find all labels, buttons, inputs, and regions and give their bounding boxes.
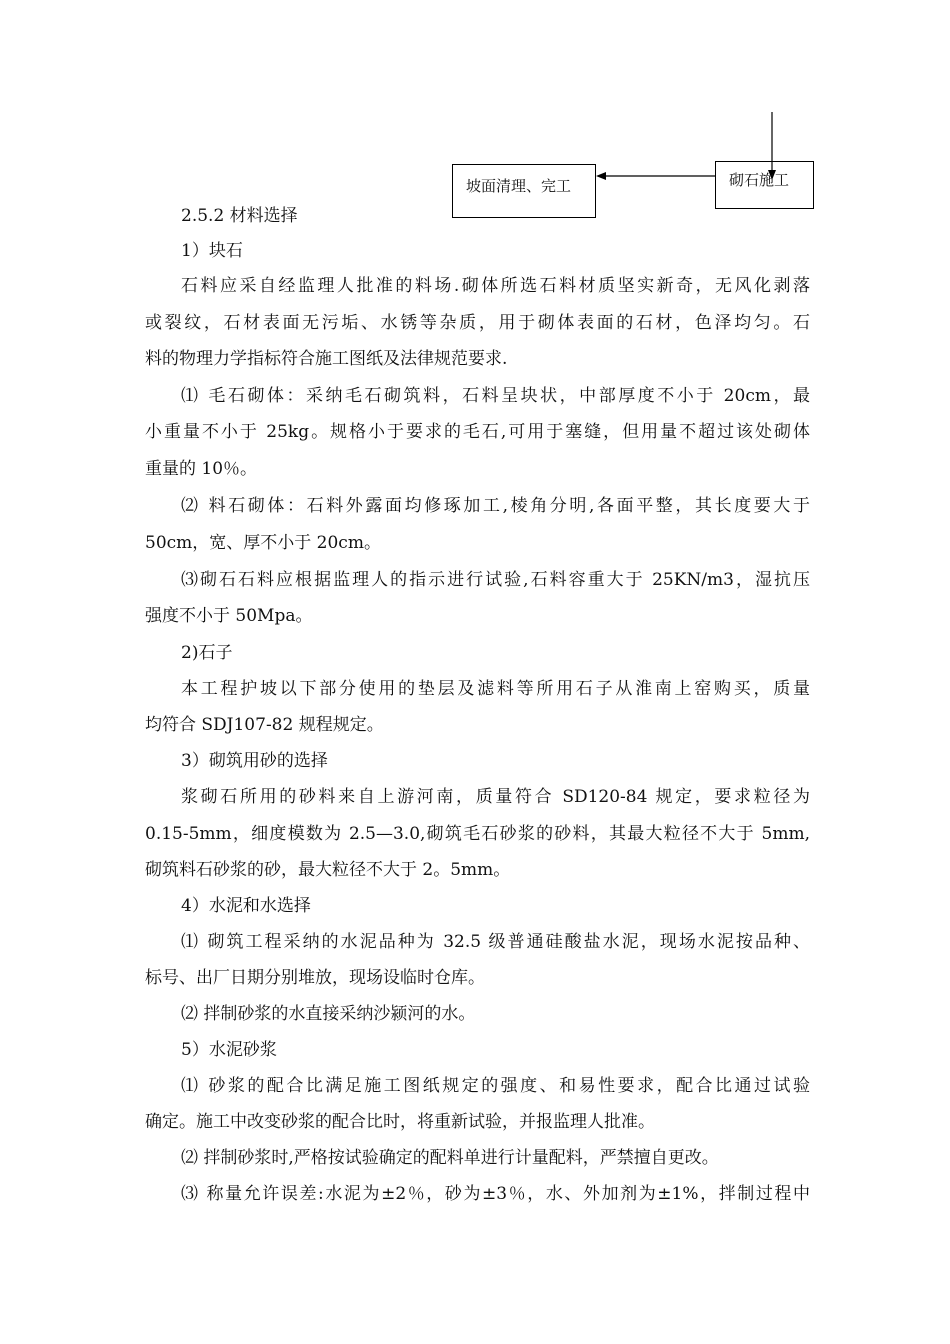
paragraph-line: 均符合 SDJ107-82 规程规定。 xyxy=(145,715,384,735)
paragraph-line: 2.5.2 材料选择 xyxy=(181,206,298,226)
paragraph-line: 50cm，宽、厚不小于 20cm。 xyxy=(145,533,381,553)
paragraph-line: 或裂纹，石材表面无污垢、水锈等杂质，用于砌体表面的石材，色泽均匀。石 xyxy=(145,313,810,333)
paragraph-line: 2)石子 xyxy=(181,643,233,663)
paragraph-line: 确定。施工中改变砂浆的配合比时，将重新试验，并报监理人批准。 xyxy=(145,1112,655,1132)
paragraph-line: 小重量不小于 25kg。规格小于要求的毛石,可用于塞缝，但用量不超过该处砌体 xyxy=(145,422,810,442)
left-arrow-head xyxy=(596,172,606,180)
flowchart-box-label: 坡面清理、完工 xyxy=(466,177,572,195)
paragraph-line: ⑵ 拌制砂浆时,严格按试验确定的配料单进行计量配料，严禁擅自更改。 xyxy=(181,1148,719,1168)
paragraph-line: 强度不小于 50Mpa。 xyxy=(145,606,313,626)
paragraph-line: 3）砌筑用砂的选择 xyxy=(181,751,328,771)
paragraph-line: ⑴ 砌筑工程采纳的水泥品种为 32.5 级普通硅酸盐水泥，现场水泥按品种、 xyxy=(181,932,810,952)
paragraph-line: 4）水泥和水选择 xyxy=(181,896,311,916)
paragraph-line: ⑶砌石石料应根据监理人的指示进行试验,石料容重大于 25KN/m3，湿抗压 xyxy=(181,570,810,590)
paragraph-line: 重量的 10％。 xyxy=(145,459,258,479)
paragraph-line: 0.15-5mm，细度模数为 2.5—3.0,砌筑毛石砂浆的砂料，其最大粒径不大于 5mm, xyxy=(145,824,810,844)
flowchart-connectors xyxy=(0,0,950,260)
paragraph-line: 5）水泥砂浆 xyxy=(181,1040,277,1060)
flowchart-box-label: 砌石施工 xyxy=(729,171,790,189)
paragraph-line: 石料应采自经监理人批准的料场.砌体所选石料材质坚实新奇，无风化剥落 xyxy=(181,276,810,296)
flowchart-box-masonry xyxy=(715,161,814,209)
paragraph-line: 浆砌石所用的砂料来自上游河南，质量符合 SD120-84 规定，要求粒径为 xyxy=(181,787,810,807)
paragraph-line: ⑵ 拌制砂浆的水直接采纳沙颍河的水。 xyxy=(181,1004,476,1024)
paragraph-line: ⑴ 砂浆的配合比满足施工图纸规定的强度、和易性要求，配合比通过试验 xyxy=(181,1076,810,1096)
paragraph-line: 1）块石 xyxy=(181,241,243,261)
paragraph-line: ⑵ 料石砌体：石料外露面均修琢加工,棱角分明,各面平整，其长度要大于 xyxy=(181,496,810,516)
flowchart-box-slope-cleanup xyxy=(452,164,596,218)
paragraph-line: 本工程护坡以下部分使用的垫层及滤料等所用石子从淮南上窑购买，质量 xyxy=(181,679,810,699)
paragraph-line: 料的物理力学指标符合施工图纸及法律规范要求. xyxy=(145,349,508,369)
paragraph-line: ⑶ 称量允许误差:水泥为±2％，砂为±3％，水、外加剂为±1%，拌制过程中 xyxy=(181,1184,810,1204)
paragraph-line: ⑴ 毛石砌体：采纳毛石砌筑料，石料呈块状，中部厚度不小于 20cm，最 xyxy=(181,386,810,406)
paragraph-line: 砌筑料石砂浆的砂，最大粒径不大于 2。5mm。 xyxy=(145,860,511,880)
paragraph-line: 标号、出厂日期分别堆放，现场设临时仓库。 xyxy=(145,968,485,988)
